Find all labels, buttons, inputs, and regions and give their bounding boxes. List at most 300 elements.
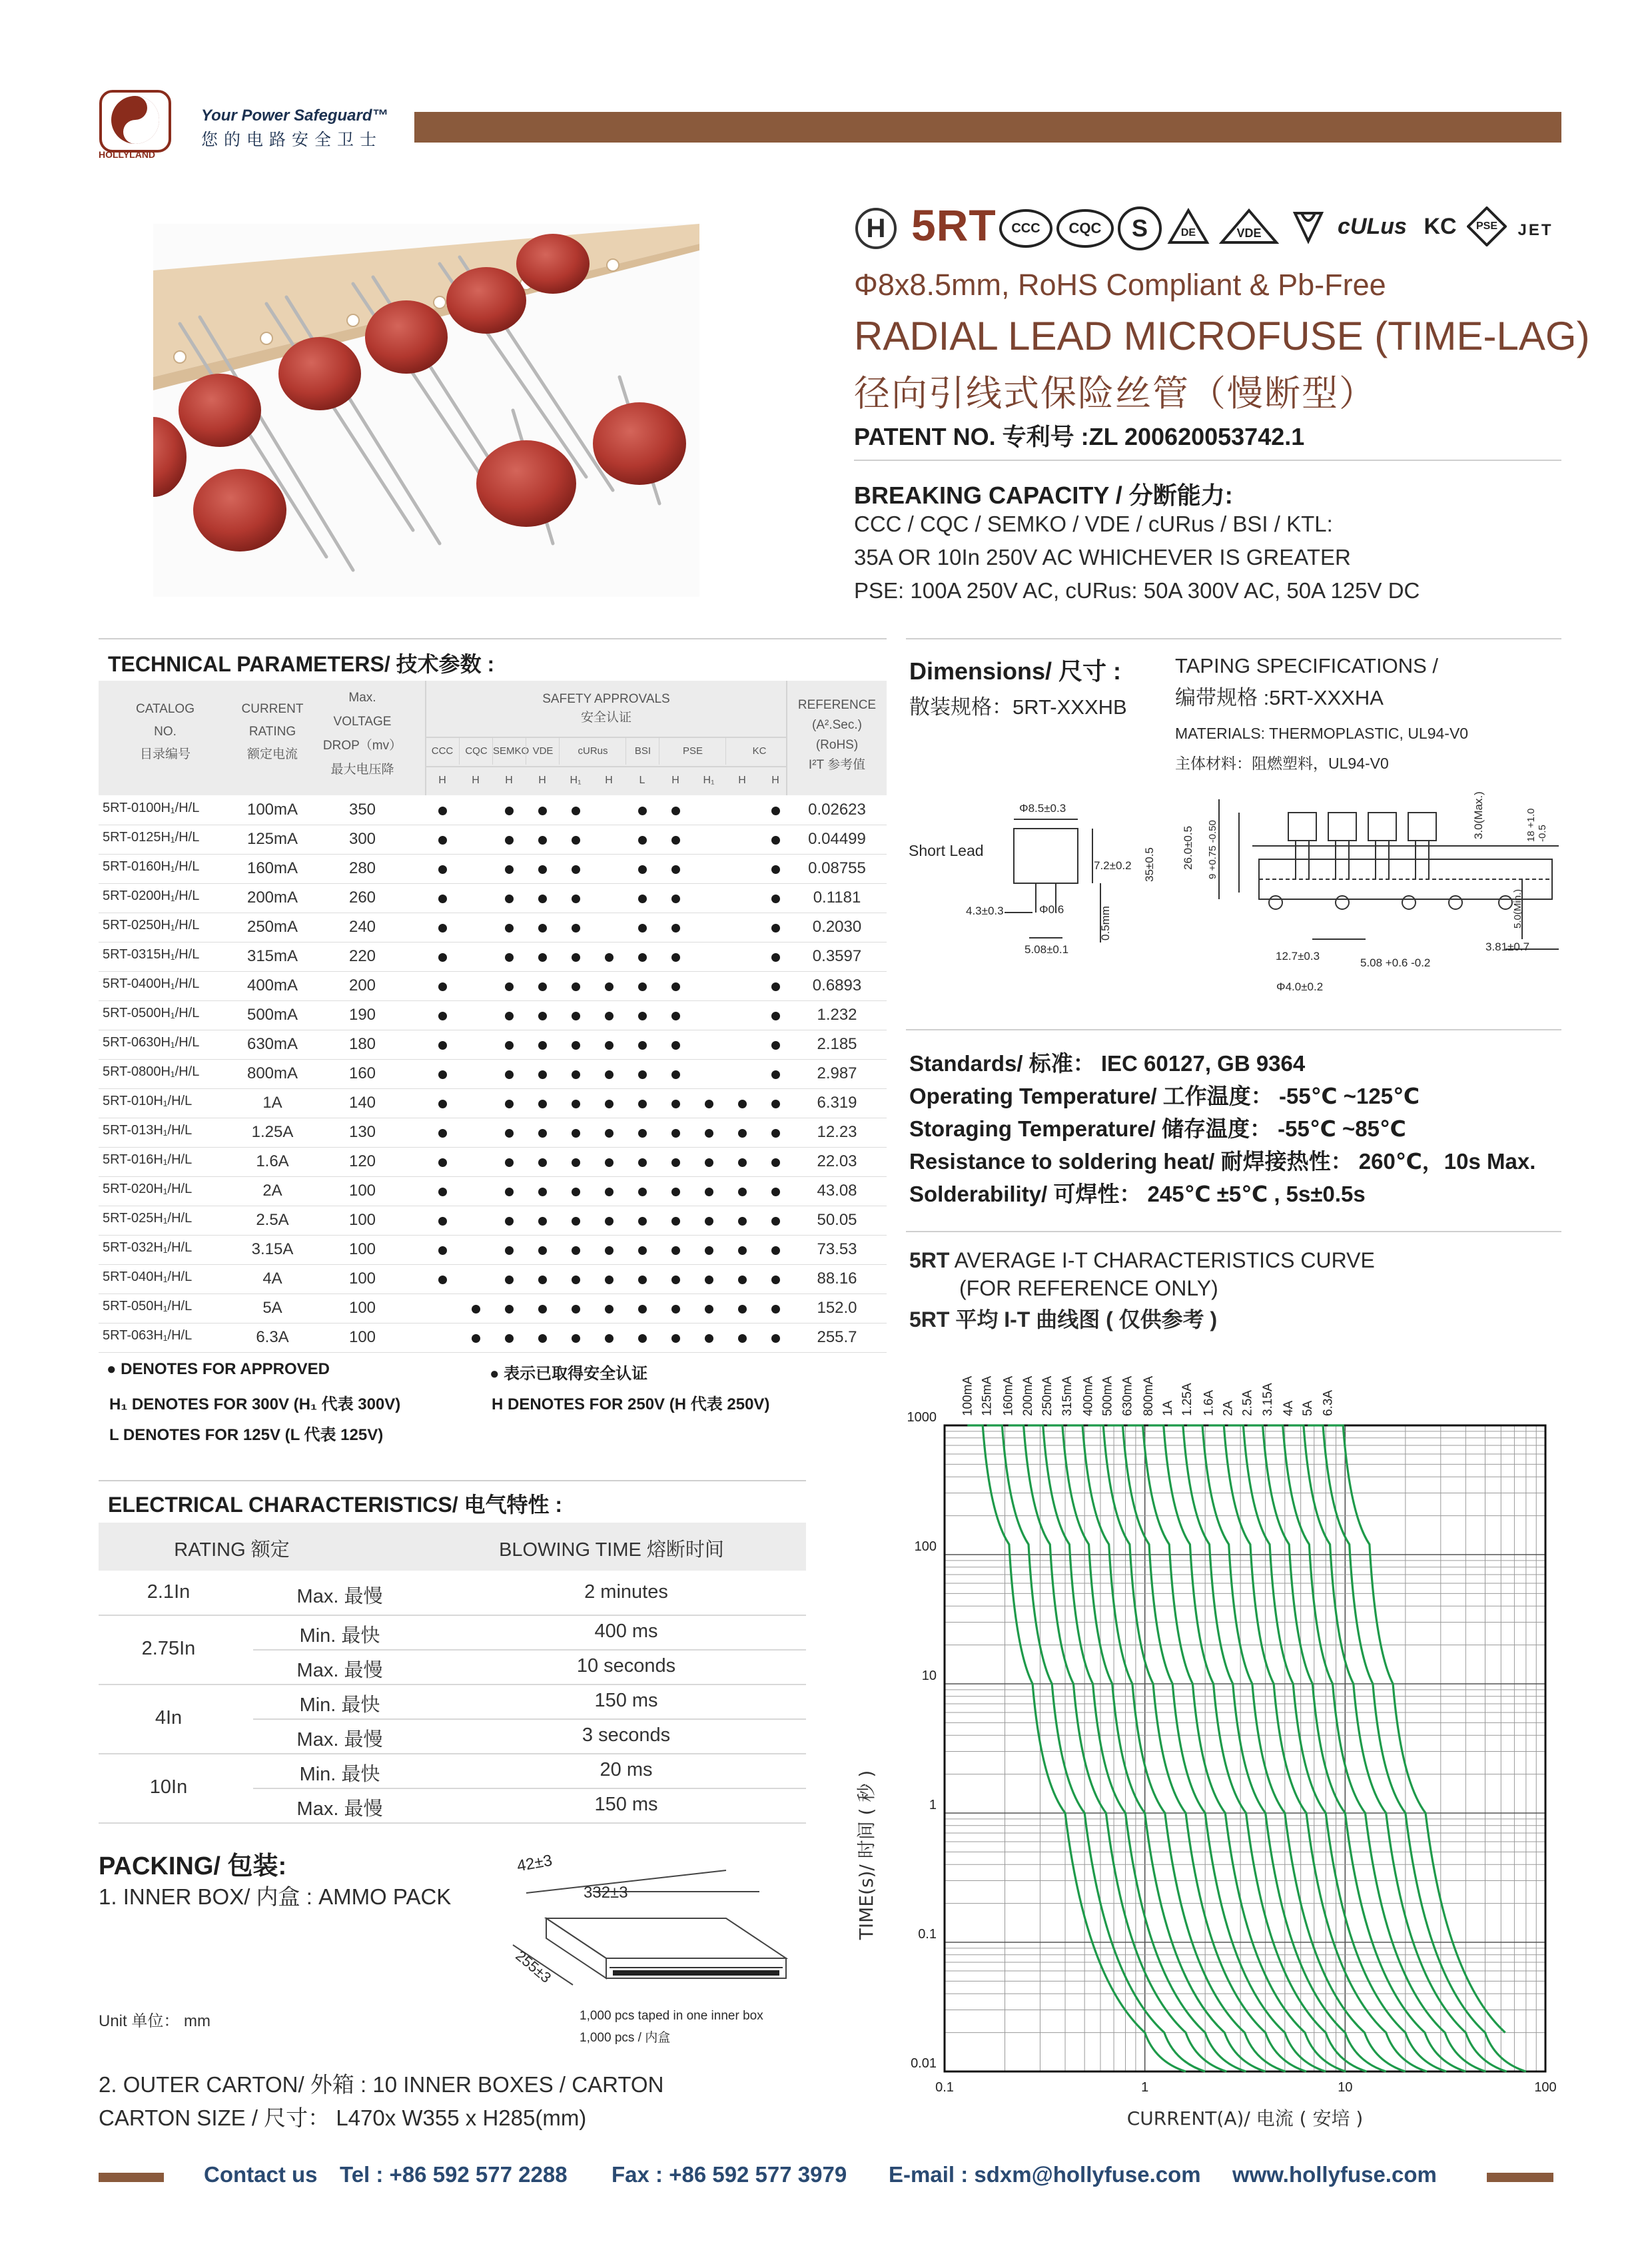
catalog-no: 5RT-0100H₁/H/L xyxy=(103,801,200,815)
i2t-reference: 0.08755 xyxy=(808,859,866,877)
series-label: 630mA xyxy=(1120,1375,1135,1416)
patent-number: PATENT NO. 专利号 :ZL 200620053742.1 xyxy=(854,423,1305,450)
table-row xyxy=(99,854,887,884)
approval-dot xyxy=(505,865,514,874)
approval-dot xyxy=(605,953,614,962)
operating-temp-line: Operating Temperature/ 工作温度： -55℃ ~125℃ xyxy=(909,1084,1420,1108)
catalog-no: 5RT-0630H₁/H/L xyxy=(103,1035,200,1050)
x-tick-label: 100 xyxy=(1534,2080,1557,2095)
table-row xyxy=(99,1088,887,1118)
approval-dot xyxy=(505,1276,514,1284)
de-icon xyxy=(1167,208,1210,245)
i2t-reference: 50.05 xyxy=(817,1211,857,1229)
divider xyxy=(99,638,887,639)
rating-value: 2.1In xyxy=(147,1581,191,1603)
sub-col: H xyxy=(505,775,513,786)
storage-temp-line: Storaging Temperature/ 储存温度： -55℃ ~85℃ xyxy=(909,1116,1406,1141)
catalog-no: 5RT-010H₁/H/L xyxy=(103,1094,193,1108)
approval-dot xyxy=(671,1070,680,1079)
rating-value: 4In xyxy=(155,1707,183,1728)
tape-127: 12.7±0.3 xyxy=(1276,950,1320,962)
table-row xyxy=(99,1264,887,1294)
dim-depth: 255±3 xyxy=(512,1947,555,1986)
table-row xyxy=(99,1235,887,1265)
packing-outer: 2. OUTER CARTON/ 外箱 : 10 INNER BOXES / CARTON xyxy=(99,2072,664,2097)
certification-strip xyxy=(993,204,1565,252)
approval-dot xyxy=(438,1246,447,1255)
approval-dot xyxy=(572,1217,580,1226)
tape-26: 26.0±0.5 xyxy=(1182,825,1194,870)
approval-dot xyxy=(538,1305,547,1313)
approval-dot xyxy=(572,1334,580,1343)
row-line xyxy=(99,1753,806,1754)
voltage-drop: 350 xyxy=(348,801,376,819)
approval-dot xyxy=(771,1305,780,1313)
approval-dot xyxy=(438,1188,447,1196)
approval-dot xyxy=(705,1305,713,1313)
blowing-time: 2 minutes xyxy=(584,1581,668,1603)
sub-col: H₁ xyxy=(703,775,715,786)
series-label: 800mA xyxy=(1141,1375,1156,1416)
approval-dot xyxy=(671,895,680,903)
head-blowing-time: BLOWING TIME 熔断时间 xyxy=(499,1539,724,1561)
voltage-drop: 260 xyxy=(348,889,376,907)
i2t-reference: 22.03 xyxy=(817,1152,857,1170)
dim-side: 4.3±0.3 xyxy=(966,905,1004,917)
approval-dot xyxy=(705,1276,713,1284)
approval-dot xyxy=(505,1070,514,1079)
approval-dot xyxy=(572,807,580,815)
approval-dot xyxy=(638,895,647,903)
inner-box-drawing xyxy=(486,1845,833,2045)
approval-dot xyxy=(771,865,780,874)
electrical-header xyxy=(99,1523,806,1571)
materials-cn: 主体材料：阻燃塑料，UL94-V0 xyxy=(1175,755,1389,772)
tape-3: 3.0(Max.) xyxy=(1472,791,1485,839)
current-rating: 1.25A xyxy=(251,1123,294,1141)
approval-dot xyxy=(638,1129,647,1138)
row-line xyxy=(99,1822,806,1824)
series-label: 100mA xyxy=(961,1375,975,1416)
col-current: CURRENT RATING 额定电流 xyxy=(241,702,304,761)
approval-dot xyxy=(671,953,680,962)
catalog-no: 5RT-020H₁/H/L xyxy=(103,1182,193,1196)
packing-inner: 1. INNER BOX/ 内盒 : AMMO PACK xyxy=(99,1884,452,1909)
approval-dot xyxy=(671,1129,680,1138)
series-label: 1A xyxy=(1160,1400,1175,1416)
approval-dot xyxy=(438,1012,447,1020)
approval-dot xyxy=(505,807,514,815)
approval-dot xyxy=(638,1276,647,1284)
series-label: 2.5A xyxy=(1240,1389,1255,1416)
breaking-line-3: PSE: 100A 250V AC, cURus: 50A 300V AC, 50A 125V DC xyxy=(854,578,1420,603)
qty-en: 1,000 pcs taped in one inner box xyxy=(580,2009,763,2023)
logo xyxy=(99,89,172,163)
series-label: 6.3A xyxy=(1321,1389,1336,1416)
approval-dot xyxy=(605,1070,614,1079)
approval-dot xyxy=(472,1305,480,1313)
series-label: 400mA xyxy=(1081,1375,1096,1416)
approval-dot xyxy=(438,1129,447,1138)
x-tick-label: 10 xyxy=(1338,2080,1353,2095)
approval-dot xyxy=(605,1246,614,1255)
table-row xyxy=(99,1294,887,1323)
tech-title: TECHNICAL PARAMETERS/ 技术参数 : xyxy=(108,652,495,676)
approval-dot xyxy=(605,1129,614,1138)
approval-dot xyxy=(605,1100,614,1108)
approval-dot xyxy=(538,953,547,962)
approval-dot xyxy=(505,1158,514,1167)
approval-dot xyxy=(771,1070,780,1079)
i2t-reference: 152.0 xyxy=(817,1299,857,1317)
dim-height: 7.2±0.2 xyxy=(1094,859,1132,872)
approval-dot xyxy=(438,1100,447,1108)
approval-dot xyxy=(771,807,780,815)
voltage-drop: 100 xyxy=(348,1182,376,1200)
tech-legend xyxy=(107,1360,893,1447)
standards-block xyxy=(909,1047,1535,1210)
approval-dot xyxy=(572,1070,580,1079)
approval-dot xyxy=(505,982,514,991)
current-rating: 1A xyxy=(262,1094,282,1112)
series-curve xyxy=(967,1425,1186,2071)
row-line xyxy=(99,1684,806,1685)
voltage-drop: 160 xyxy=(348,1064,376,1082)
approval-dot xyxy=(771,924,780,933)
approval-dot xyxy=(671,1188,680,1196)
approval-dot xyxy=(538,982,547,991)
footer-web[interactable]: www.hollyfuse.com xyxy=(1232,2162,1437,2187)
catalog-no: 5RT-025H₁/H/L xyxy=(103,1211,193,1226)
series-label: 5A xyxy=(1301,1400,1316,1416)
approval-dot xyxy=(771,1158,780,1167)
approval-dot xyxy=(538,1012,547,1020)
catalog-no: 5RT-0125H₁/H/L xyxy=(103,830,200,845)
approval-dot xyxy=(638,1012,647,1020)
table-row xyxy=(99,795,887,825)
current-rating: 100mA xyxy=(246,801,298,819)
footer-tel[interactable]: Tel : +86 592 577 2288 xyxy=(340,2162,568,2187)
approval-dot xyxy=(572,1041,580,1050)
taping-title-1: TAPING SPECIFICATIONS / xyxy=(1175,654,1439,677)
i2t-reference: 43.08 xyxy=(817,1182,857,1200)
catalog-no: 5RT-0250H₁/H/L xyxy=(103,918,200,933)
short-lead-label: Short Lead xyxy=(909,842,984,859)
approval-dot xyxy=(705,1217,713,1226)
table-row xyxy=(99,1206,887,1236)
approval-dot xyxy=(572,1129,580,1138)
series-curve xyxy=(1328,1425,1505,2033)
sub-col: H xyxy=(538,775,546,786)
jet-icon: JET xyxy=(1517,221,1553,239)
approval-dot xyxy=(771,1041,780,1050)
voltage-drop: 100 xyxy=(348,1299,376,1317)
y-tick-label: 0.1 xyxy=(918,1927,937,1942)
dim-pitch: 5.08±0.1 xyxy=(1025,943,1069,956)
divider xyxy=(906,1029,1561,1030)
approval-dot xyxy=(505,1305,514,1313)
approval-dot xyxy=(605,1188,614,1196)
agency-kc: KC xyxy=(725,738,793,765)
approval-dot xyxy=(771,953,780,962)
approval-dot xyxy=(771,836,780,845)
product-title-cn: 径向引线式保险丝管（慢断型） xyxy=(854,374,1376,414)
blowing-time: 150 ms xyxy=(594,1690,658,1711)
cqc-icon: CQC xyxy=(1056,209,1114,248)
rating-value: 10In xyxy=(149,1776,188,1798)
approval-dot xyxy=(572,1305,580,1313)
legend-approved: ● DENOTES FOR APPROVED xyxy=(107,1360,330,1378)
approval-dot xyxy=(572,924,580,933)
current-rating: 160mA xyxy=(246,859,298,877)
approval-dot xyxy=(638,1158,647,1167)
approval-dot xyxy=(472,1334,480,1343)
i2t-reference: 255.7 xyxy=(817,1328,857,1346)
row-line xyxy=(253,1649,806,1651)
voltage-drop: 100 xyxy=(348,1240,376,1258)
approval-dot xyxy=(572,836,580,845)
i2t-reference: 0.02623 xyxy=(808,801,866,819)
tagline: Your Power Safeguard™ xyxy=(201,107,388,125)
approval-dot xyxy=(605,1012,614,1020)
vde-label: VDE xyxy=(1236,226,1262,240)
footer-contact: Contact us xyxy=(204,2162,318,2187)
tape-9: 9 +0.75 -0.50 xyxy=(1207,820,1218,879)
table-row xyxy=(99,971,887,1001)
approval-dot xyxy=(671,924,680,933)
agency-ccc: CCC xyxy=(431,745,454,757)
sub-col: H₁ xyxy=(570,775,582,786)
catalog-no: 5RT-0200H₁/H/L xyxy=(103,889,200,903)
blowing-kind: Max. 最慢 xyxy=(296,1660,383,1681)
blowing-kind: Max. 最慢 xyxy=(296,1798,383,1820)
product-title: RADIAL LEAD MICROFUSE (TIME-LAG) xyxy=(854,314,1590,358)
size-line: Φ8x8.5mm, RoHS Compliant & Pb-Free xyxy=(854,268,1386,302)
series-curve xyxy=(1248,1425,1466,2071)
pse-label: PSE xyxy=(1475,220,1497,232)
agency-pse: PSE xyxy=(659,738,726,765)
i2t-reference: 88.16 xyxy=(817,1270,857,1288)
curve-title-3: 5RT 平均 I-T 曲线图 ( 仅供参考 ) xyxy=(909,1308,1218,1331)
approval-dot xyxy=(572,1100,580,1108)
series-label: 250mA xyxy=(1040,1375,1054,1416)
current-rating: 4A xyxy=(262,1270,282,1288)
approval-dot xyxy=(738,1276,747,1284)
approval-dot xyxy=(505,953,514,962)
approval-dot xyxy=(538,836,547,845)
x-tick-label: 0.1 xyxy=(935,2080,954,2095)
approval-dot xyxy=(438,924,447,933)
col-reference: REFERENCE (A².Sec.) (RoHS) I²T 参考值 xyxy=(797,698,877,772)
approval-dot xyxy=(538,1129,547,1138)
approval-dot xyxy=(738,1129,747,1138)
approval-dot xyxy=(771,1276,780,1284)
series-label: 160mA xyxy=(1001,1375,1016,1416)
series-label: 500mA xyxy=(1100,1375,1115,1416)
i2t-reference: 1.232 xyxy=(817,1006,857,1024)
blowing-kind: Min. 最快 xyxy=(299,1625,380,1647)
blowing-kind: Min. 最快 xyxy=(299,1764,380,1785)
product-photo xyxy=(153,224,699,597)
approval-dot xyxy=(538,1158,547,1167)
series-curve xyxy=(1268,1425,1486,2071)
current-rating: 3.15A xyxy=(251,1240,294,1258)
series-curve xyxy=(987,1425,1205,2071)
approval-dot xyxy=(605,1217,614,1226)
table-row xyxy=(99,1030,887,1060)
i2t-reference: 0.2030 xyxy=(812,918,862,936)
dim-length: 332±3 xyxy=(584,1884,628,1902)
approval-dot xyxy=(438,1158,447,1167)
y-tick-label: 0.01 xyxy=(911,2056,937,2071)
row-line xyxy=(253,1718,806,1720)
divider xyxy=(906,1231,1561,1232)
current-rating: 6.3A xyxy=(256,1328,289,1346)
approval-dot xyxy=(771,982,780,991)
series-label: 125mA xyxy=(980,1375,995,1416)
approval-dot xyxy=(438,895,447,903)
agency-cqc: CQC xyxy=(459,738,493,765)
catalog-no: 5RT-050H₁/H/L xyxy=(103,1299,193,1313)
agency-bsi: BSI xyxy=(625,738,659,765)
y-tick-label: 1 xyxy=(929,1798,937,1812)
approval-dot xyxy=(771,1100,780,1108)
approval-dot xyxy=(538,1334,547,1343)
approval-dot xyxy=(738,1246,747,1255)
series-label: 200mA xyxy=(1021,1375,1035,1416)
approval-dot xyxy=(538,1217,547,1226)
voltage-drop: 100 xyxy=(348,1211,376,1229)
approval-dot xyxy=(438,836,447,845)
x-tick-label: 1 xyxy=(1141,2080,1149,2095)
series-label: 2A xyxy=(1221,1400,1236,1416)
series-label: 4A xyxy=(1281,1400,1296,1416)
approval-dot xyxy=(638,1188,647,1196)
dim-width: 42±3 xyxy=(515,1851,554,1876)
sub-col: H xyxy=(438,775,446,786)
approval-dot xyxy=(771,1246,780,1255)
blowing-time: 10 seconds xyxy=(576,1655,676,1677)
it-chart xyxy=(853,1339,1565,2138)
i2t-reference: 0.3597 xyxy=(812,947,862,965)
soldering-heat-line: Resistance to soldering heat/ 耐焊接热性： 260℃，10s Max. xyxy=(909,1149,1536,1174)
approval-dot xyxy=(605,1334,614,1343)
catalog-no: 5RT-016H₁/H/L xyxy=(103,1152,193,1167)
approval-dot xyxy=(738,1100,747,1108)
footer-email[interactable]: E-mail : sdxm@hollyfuse.com xyxy=(889,2162,1201,2187)
approval-dot xyxy=(638,807,647,815)
approval-dot xyxy=(638,1217,647,1226)
row-line xyxy=(253,1788,806,1789)
divider xyxy=(854,460,1561,461)
approval-dot xyxy=(738,1158,747,1167)
approval-dot xyxy=(505,924,514,933)
approval-dot xyxy=(638,1100,647,1108)
table-row xyxy=(99,942,887,972)
sub-col: H xyxy=(671,775,679,786)
approval-dot xyxy=(438,807,447,815)
tagline-cn: 您的电路安全卫士 xyxy=(201,131,383,149)
catalog-no: 5RT-0500H₁/H/L xyxy=(103,1006,200,1020)
approval-dot xyxy=(438,1217,447,1226)
tech-table-header xyxy=(99,681,887,795)
footer-bar-right xyxy=(1487,2173,1553,2182)
footer-fax[interactable]: Fax : +86 592 577 3979 xyxy=(612,2162,847,2187)
approval-dot xyxy=(538,807,547,815)
approval-dot xyxy=(738,1334,747,1343)
series-curve xyxy=(1067,1425,1286,2071)
approval-dot xyxy=(505,1041,514,1050)
approval-dot xyxy=(572,1188,580,1196)
tape-18: 18 +1.0 -0.5 xyxy=(1525,808,1548,842)
i2t-reference: 0.1181 xyxy=(813,889,861,907)
approval-dot xyxy=(505,1246,514,1255)
tape-5: 5.0(Min.) xyxy=(1512,889,1523,929)
head-rating: RATING 额定 xyxy=(174,1539,290,1561)
approval-dot xyxy=(605,1276,614,1284)
approval-dot xyxy=(505,1129,514,1138)
approval-dot xyxy=(638,1334,647,1343)
approval-dot xyxy=(638,1246,647,1255)
qty-cn: 1,000 pcs / 内盒 xyxy=(580,2031,671,2045)
voltage-drop: 300 xyxy=(348,830,376,848)
approval-dot xyxy=(671,1041,680,1050)
taping-title-2: 编带规格 :5RT-XXXHA xyxy=(1175,686,1384,709)
approval-dot xyxy=(671,1100,680,1108)
blowing-time: 400 ms xyxy=(594,1621,658,1642)
legend-l: L DENOTES FOR 125V (L 代表 125V) xyxy=(109,1426,384,1444)
table-row xyxy=(99,1059,887,1089)
current-rating: 800mA xyxy=(246,1064,298,1082)
y-tick-label: 1000 xyxy=(907,1410,937,1425)
voltage-drop: 180 xyxy=(348,1035,376,1053)
blowing-kind: Max. 最慢 xyxy=(296,1586,383,1607)
approval-dot xyxy=(538,895,547,903)
y-tick-label: 10 xyxy=(921,1669,937,1683)
current-rating: 200mA xyxy=(246,889,298,907)
h-mark-icon: H xyxy=(855,208,897,249)
sub-col: L xyxy=(639,775,645,786)
current-rating: 2A xyxy=(262,1182,282,1200)
approval-dot xyxy=(671,1334,680,1343)
approval-dot xyxy=(438,982,447,991)
culus-icon: cULus xyxy=(1338,213,1407,239)
dim-lead: Φ0.6 xyxy=(1039,903,1064,916)
approval-dot xyxy=(505,1188,514,1196)
footer-bar-left xyxy=(99,2173,164,2182)
approval-dot xyxy=(705,1334,713,1343)
approval-dot xyxy=(671,865,680,874)
voltage-drop: 100 xyxy=(348,1270,376,1288)
series-curve xyxy=(1047,1425,1266,2071)
sub-col: H xyxy=(605,775,613,786)
breaking-capacity-title: BREAKING CAPACITY / 分断能力: xyxy=(854,482,1233,509)
table-row xyxy=(99,1176,887,1206)
approval-dot xyxy=(638,924,647,933)
approval-dot xyxy=(638,1070,647,1079)
col-drop: Max. VOLTAGE DROP（mv） 最大电压降 xyxy=(322,691,402,777)
dim-len: 0.5mm xyxy=(1099,906,1112,940)
current-rating: 400mA xyxy=(246,976,298,994)
voltage-drop: 280 xyxy=(348,859,376,877)
catalog-no: 5RT-063H₁/H/L xyxy=(103,1328,193,1343)
approval-dot xyxy=(438,865,447,874)
approval-dot xyxy=(572,1246,580,1255)
dimensions-title: Dimensions/ 尺寸 : xyxy=(909,657,1122,685)
table-row xyxy=(99,883,887,913)
approval-dot xyxy=(671,1217,680,1226)
table-row xyxy=(99,1147,887,1177)
